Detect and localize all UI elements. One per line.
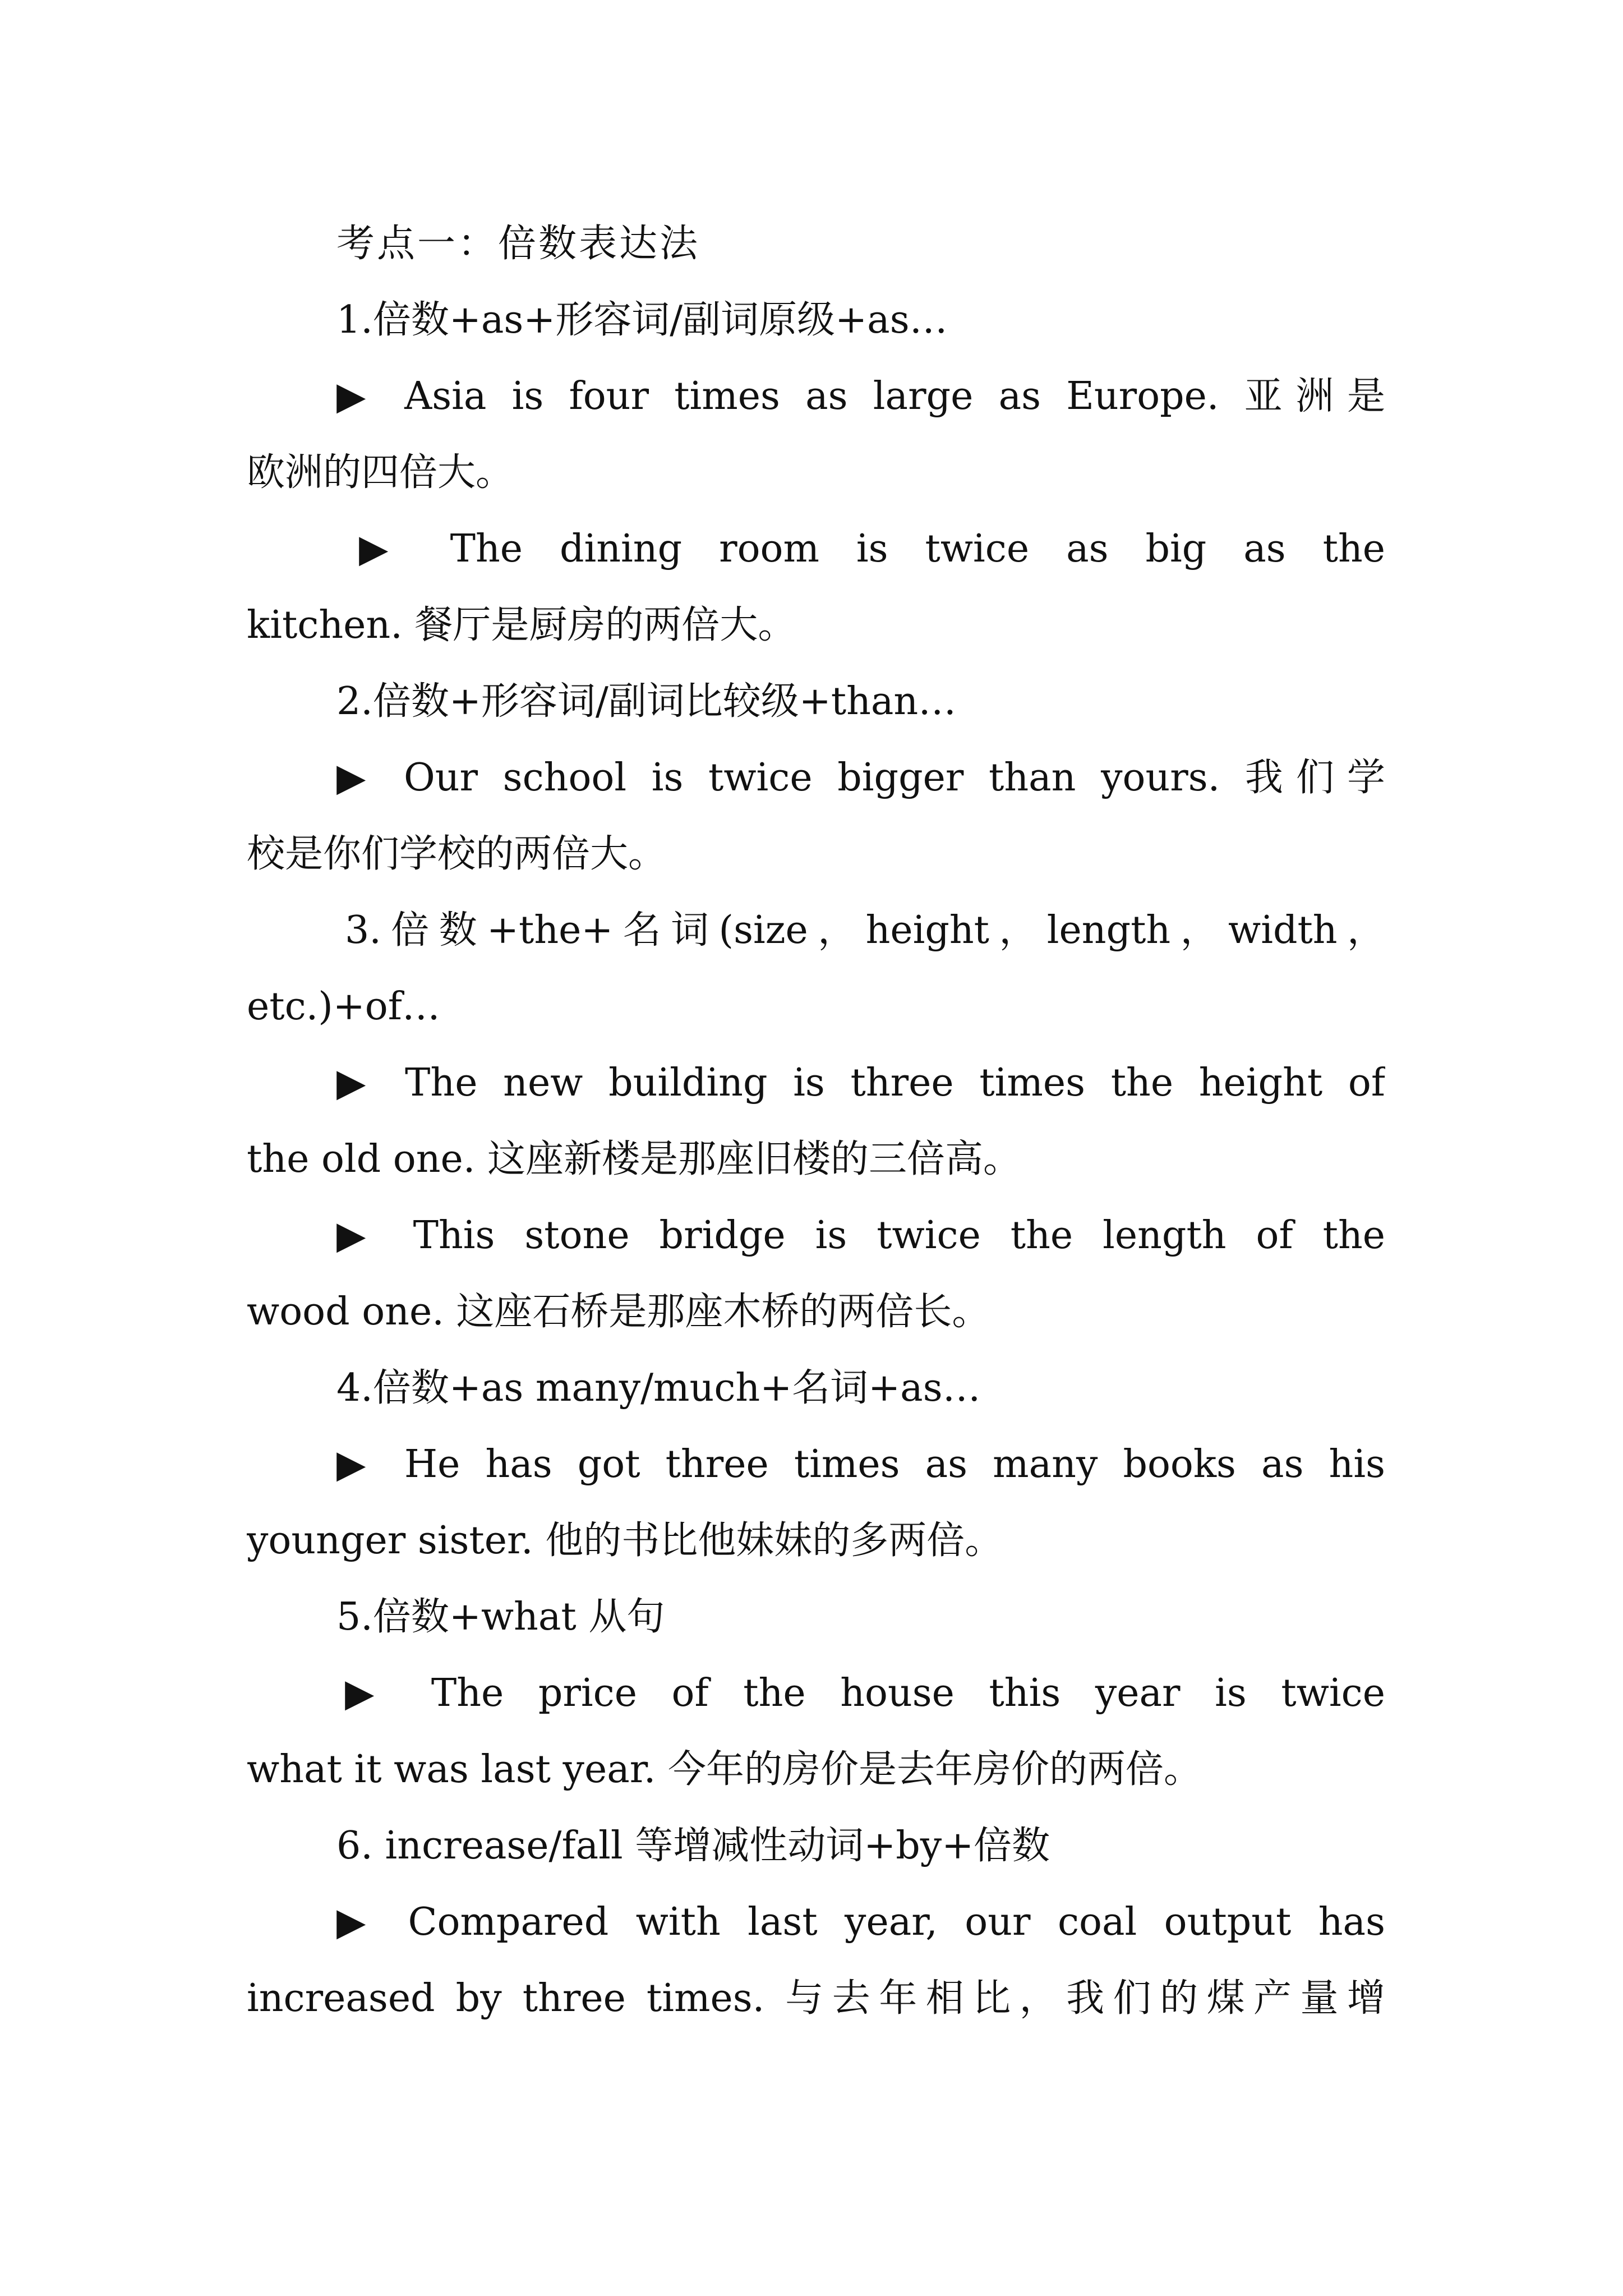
rule-3-heading-line-2: etc.)+of… [247, 984, 440, 1029]
example-6-line-2: younger sister. 他的书比他妹妹的多两倍。 [247, 1519, 1003, 1563]
section-heading: 考点一：倍数表达法 [336, 222, 700, 266]
example-1-line-1: ▶ Asia is four times as large as Europe. 亚洲是 [336, 374, 1385, 418]
rule-4-heading: 4.倍数+as many/much+名词+as… [336, 1366, 981, 1410]
rule-2-heading: 2.倍数+形容词/副词比较级+than… [336, 679, 957, 724]
example-8-line-1: ▶ Compared with last year, our coal output has [336, 1900, 1385, 1944]
example-1-line-2: 欧洲的四倍大。 [247, 450, 514, 495]
example-3-line-1: ▶ Our school is twice bigger than yours. 我们学 [336, 756, 1385, 800]
example-7-line-1: ▶ The price of the house this year is twice [345, 1671, 1385, 1715]
example-5-line-1: ▶ This stone bridge is twice the length of the [336, 1213, 1385, 1258]
example-4-line-1: ▶ The new building is three times the height of [336, 1061, 1385, 1105]
example-3-line-2: 校是你们学校的两倍大。 [247, 832, 667, 876]
example-8-line-2: increased by three times. 与去年相比，我们的煤产量增 [247, 1976, 1385, 2021]
rule-1-heading: 1.倍数+as+形容词/副词原级+as… [336, 298, 948, 342]
example-4-line-2: the old one. 这座新楼是那座旧楼的三倍高。 [247, 1137, 1022, 1181]
example-7-line-2: what it was last year. 今年的房价是去年房价的两倍。 [247, 1747, 1202, 1792]
rule-5-heading: 5.倍数+what 从句 [336, 1595, 665, 1639]
example-5-line-2: wood one. 这座石桥是那座木桥的两倍长。 [247, 1290, 990, 1334]
rule-6-heading: 6. increase/fall 等增减性动词+by+倍数 [336, 1824, 1050, 1868]
rule-3-heading-line-1: 3.倍数+the+名词(size，height，length，width， [345, 908, 1385, 953]
example-6-line-1: ▶ He has got three times as many books as his [336, 1442, 1385, 1487]
example-2-line-2: kitchen. 餐厅是厨房的两倍大。 [247, 603, 796, 647]
example-2-line-1: ▶ The dining room is twice as big as the [359, 527, 1385, 571]
